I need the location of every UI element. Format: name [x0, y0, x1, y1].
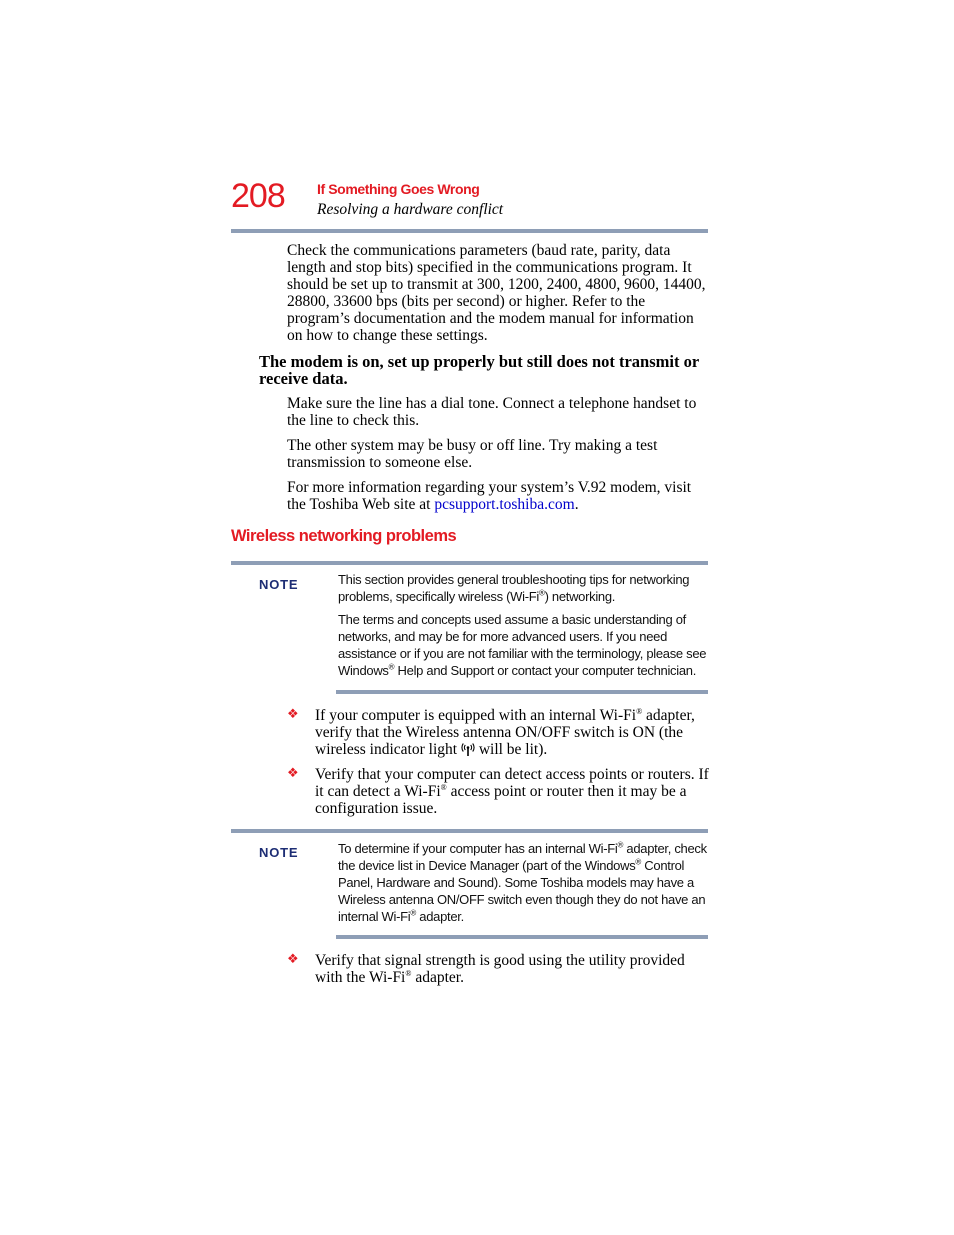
bullet-detect-access-points: Verify that your computer can detect access points or routers. If it can detect a Wi-Fi® access point or router then it may be a configuration issue. — [315, 766, 709, 817]
note1-label: NOTE — [259, 577, 299, 592]
more-info-text: For more information regarding your system’s V.92 modem, visit the Toshiba Web site at — [287, 479, 692, 513]
note2-bottom-rule — [336, 935, 708, 939]
chapter-title: If Something Goes Wrong — [317, 181, 480, 197]
header-rule — [231, 229, 708, 233]
dial-tone-paragraph: Make sure the line has a dial tone. Connect a telephone handset to the line to check this. — [287, 395, 697, 429]
bullet-wifi-adapter: If your computer is equipped with an internal Wi-Fi® adapter, verify that the Wireless antenna ON/OFF switch is ON (the wireless indicator light will be lit). — [315, 706, 695, 758]
note1-top-rule — [231, 561, 708, 565]
busy-paragraph: The other system may be busy or off line. Try making a test transmission to someone else. — [287, 437, 658, 471]
bullet-glyph: ❖ — [287, 952, 299, 967]
bullet-glyph: ❖ — [287, 766, 299, 781]
note2-text — [338, 840, 710, 925]
bullet-glyph: ❖ — [287, 707, 299, 722]
modem-problem-heading: The modem is on, set up properly but still does not transmit or receive data. — [259, 352, 699, 388]
note1-paragraph-1: This section provides general troubleshooting tips for networking problems, specifically wireless (Wi-Fi®) networking. — [338, 572, 690, 604]
more-info-paragraph — [287, 479, 709, 513]
note2-top-rule — [231, 829, 708, 833]
more-info-end: . — [574, 496, 579, 513]
note2-paragraph: To determine if your computer has an internal Wi-Fi® adapter, check the device list in Device Manager (part of the Windows® Control Panel, Hardware and Sound). Some Toshiba models may have a Wireless antenna ON/OFF switch even though they do not have an internal Wi-Fi® adapter. — [338, 840, 707, 924]
page-number: 208 — [231, 177, 285, 215]
note1-text — [338, 571, 710, 679]
note1-paragraph-2: The terms and concepts used assume a basic understanding of networks, and may be for more advanced users. If you need assistance or if you are not familiar with the terminology, please see Windows® Help and Support or contact your computer technician. — [338, 612, 707, 678]
note2-label: NOTE — [259, 845, 299, 860]
wireless-section-heading: Wireless networking problems — [231, 527, 457, 545]
comm-parameters-paragraph: Check the communications parameters (baud rate, parity, data length and stop bits) specified in the communications program. It should be set up to transmit at 300, 1200, 2400, 4800, 9600, 14400, 28800, 33600 bps (bits per second) or higher. Refer to the program’s documentation and the modem manual for information on how to change these settings. — [287, 242, 706, 344]
bullet-signal-strength: Verify that signal strength is good using the utility provided with the Wi-Fi® adapter. — [315, 952, 685, 986]
toshiba-support-link[interactable]: pcsupport.toshiba.com — [434, 496, 575, 513]
note1-bottom-rule — [336, 690, 708, 694]
wireless-indicator-icon — [461, 742, 475, 756]
section-title: Resolving a hardware conflict — [317, 201, 504, 218]
